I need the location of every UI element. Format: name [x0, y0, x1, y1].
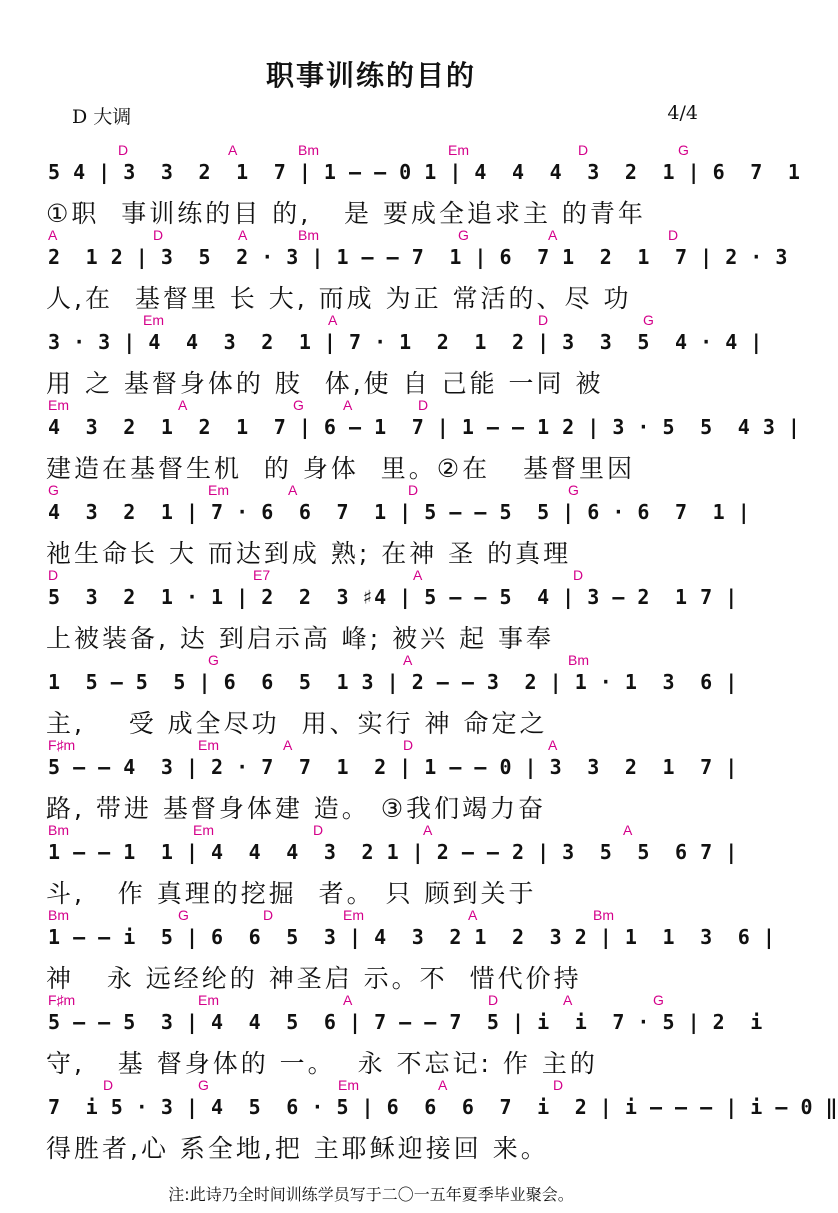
chord-symbol: A: [238, 227, 248, 243]
chord-symbol: D: [313, 822, 324, 838]
chord-symbol: D: [118, 142, 129, 158]
numbered-notation-line: 5 – – 4 3 | 2 · 7 7 1 2 | 1 – – 0 | 3 3 2 1 7 |: [48, 755, 738, 779]
lyrics-line: ①职 事训练的目 的, 是 要成全追求主 的青年: [46, 199, 646, 228]
score-system: [0, 822, 742, 908]
score-system: [0, 227, 788, 313]
chord-row: [48, 397, 730, 417]
chord-symbol: A: [283, 737, 293, 753]
chord-symbol: G: [643, 312, 654, 328]
numbered-notation-line: 1 5 – 5 5 | 6 6 5 1 3 | 2 – – 3 2 | 1 · 1 3 6 |: [48, 670, 738, 694]
lyrics-line: 上被装备, 达 到启示高 峰; 被兴 起 事奉: [46, 624, 555, 653]
chord-symbol: G: [653, 992, 664, 1008]
score-system: [0, 737, 742, 823]
chord-symbol: D: [418, 397, 429, 413]
lyrics-line: 守, 基 督身体的 一。 永 不忘记: 作 主的: [46, 1049, 598, 1078]
chord-symbol: D: [553, 1077, 564, 1093]
chord-row: [48, 142, 730, 162]
numbered-notation-line: 5 4 | 3 3 2 1 7 | 1 – – 0 1 | 4 4 4 3 2 1 | 6 7 1: [48, 160, 801, 184]
chord-symbol: F♯m: [48, 737, 76, 753]
chord-symbol: D: [408, 482, 419, 498]
lyrics-line: 神 永 远经纶的 神圣启 示。不 惜代价持: [46, 964, 582, 993]
chord-symbol: A: [623, 822, 633, 838]
chord-symbol: G: [458, 227, 469, 243]
chord-symbol: A: [228, 142, 238, 158]
numbered-notation-line: 5 – – 5 3 | 4 4 5 6 | 7 – – 7 5 | i i 7 · 5 | 2 i: [48, 1010, 763, 1034]
chord-symbol: A: [468, 907, 478, 923]
chord-symbol: Bm: [298, 142, 319, 158]
lyrics-line: 路, 带进 基督身体建 造。 ③我们竭力奋: [46, 794, 547, 823]
score-system: [0, 1077, 838, 1163]
chord-symbol: A: [48, 227, 58, 243]
chord-symbol: E7: [253, 567, 271, 583]
chord-symbol: G: [178, 907, 189, 923]
chord-symbol: A: [403, 652, 413, 668]
chord-symbol: Em: [338, 1077, 359, 1093]
chord-symbol: G: [198, 1077, 209, 1093]
chord-row: [48, 567, 730, 587]
chord-symbol: Em: [198, 992, 219, 1008]
chord-symbol: A: [548, 737, 558, 753]
score-system: [0, 482, 751, 568]
chord-symbol: Bm: [568, 652, 589, 668]
chord-row: [48, 737, 730, 757]
chord-symbol: F♯m: [48, 992, 76, 1008]
chord-symbol: A: [438, 1077, 448, 1093]
numbered-notation-line: 3 · 3 | 4 4 3 2 1 | 7 · 1 2 1 2 | 3 3 5 4 · 4 |: [48, 330, 763, 354]
chord-symbol: G: [678, 142, 689, 158]
chord-symbol: A: [343, 992, 353, 1008]
score-system: [0, 397, 801, 483]
chord-symbol: D: [538, 312, 549, 328]
lyrics-line: 用 之 基督身体的 肢 体,使 自 己能 一同 被: [46, 369, 604, 398]
chord-symbol: Bm: [298, 227, 319, 243]
chord-symbol: Em: [448, 142, 469, 158]
chord-symbol: A: [328, 312, 338, 328]
chord-symbol: D: [103, 1077, 114, 1093]
chord-symbol: D: [578, 142, 589, 158]
chord-row: [48, 227, 730, 247]
numbered-notation-line: 5 3 2 1 · 1 | 2 2 3 ♯4 | 5 – – 5 4 | 3 – 2 1 7 |: [48, 585, 738, 609]
chord-symbol: Em: [143, 312, 164, 328]
chord-row: [48, 907, 730, 927]
chord-symbol: A: [288, 482, 298, 498]
score-system: [0, 992, 763, 1078]
numbered-notation-line: 1 – – 1 1 | 4 4 4 3 2 1 | 2 – – 2 | 3 5 5 6 7 |: [48, 840, 738, 864]
chord-symbol: D: [403, 737, 414, 753]
song-title: 职事训练的目的: [265, 59, 476, 92]
numbered-notation-line: 2 1 2 | 3 5 2 · 3 | 1 – – 7 1 | 6 7 1 2 1 7 | 2 · 3: [48, 245, 788, 269]
chord-symbol: Em: [193, 822, 214, 838]
key-signature: D 大调: [72, 106, 132, 128]
chord-symbol: D: [48, 567, 59, 583]
score-system: [0, 652, 742, 738]
chord-symbol: Em: [48, 397, 69, 413]
chord-symbol: G: [208, 652, 219, 668]
chord-symbol: D: [573, 567, 584, 583]
numbered-notation-line: 1 – – i 5 | 6 6 5 3 | 4 3 2 1 2 3 2 | 1 1 3 6 |: [48, 925, 776, 949]
chord-symbol: G: [48, 482, 59, 498]
numbered-notation-line: 4 3 2 1 | 7 · 6 6 7 1 | 5 – – 5 5 | 6 · 6 7 1 |: [48, 500, 751, 524]
chord-symbol: A: [423, 822, 433, 838]
chord-row: [48, 482, 730, 502]
lyrics-line: 主, 受 成全尽功 用、实行 神 命定之: [46, 709, 548, 738]
footnote: 注:此诗乃全时间训练学员写于二〇一五年夏季毕业聚会。: [168, 1185, 574, 1204]
chord-symbol: A: [178, 397, 188, 413]
chord-symbol: Bm: [593, 907, 614, 923]
chord-symbol: A: [413, 567, 423, 583]
chord-symbol: A: [343, 397, 353, 413]
chord-symbol: Em: [208, 482, 229, 498]
lyrics-line: 建造在基督生机 的 身体 里。②在 基督里因: [46, 454, 635, 483]
lyrics-line: 祂生命长 大 而达到成 熟; 在神 圣 的真理: [46, 539, 572, 568]
chord-symbol: Bm: [48, 822, 69, 838]
score-system: [0, 907, 776, 993]
numbered-notation-line: 4 3 2 1 2 1 7 | 6 – 1 7 | 1 – – 1 2 | 3 · 5 5 4 3 |: [48, 415, 801, 439]
score-system: [0, 312, 763, 398]
lyrics-line: 得胜者,心 系全地,把 主耶稣迎接回 来。: [46, 1134, 549, 1163]
chord-row: [48, 992, 730, 1012]
chord-symbol: G: [293, 397, 304, 413]
chord-symbol: D: [263, 907, 274, 923]
chord-symbol: A: [548, 227, 558, 243]
chord-symbol: D: [153, 227, 164, 243]
chord-symbol: Bm: [48, 907, 69, 923]
chord-row: [48, 1077, 730, 1097]
chord-row: [48, 822, 730, 842]
score-system: [0, 142, 801, 228]
chord-symbol: A: [563, 992, 573, 1008]
chord-row: [48, 652, 730, 672]
chord-symbol: G: [568, 482, 579, 498]
lyrics-line: 斗, 作 真理的挖掘 者。 只 顾到关于: [46, 879, 537, 908]
chord-symbol: Em: [198, 737, 219, 753]
score-system: [0, 567, 742, 653]
chord-symbol: D: [668, 227, 679, 243]
time-signature: 4/4: [667, 102, 698, 124]
numbered-notation-line: 7 i 5 · 3 | 4 5 6 · 5 | 6 6 6 7 i 2 | i – – – | i – 0 ‖: [48, 1095, 838, 1119]
lyrics-line: 人,在 基督里 长 大, 而成 为正 常活的、尽 功: [46, 284, 632, 313]
chord-row: [48, 312, 730, 332]
chord-symbol: D: [488, 992, 499, 1008]
chord-symbol: Em: [343, 907, 364, 923]
